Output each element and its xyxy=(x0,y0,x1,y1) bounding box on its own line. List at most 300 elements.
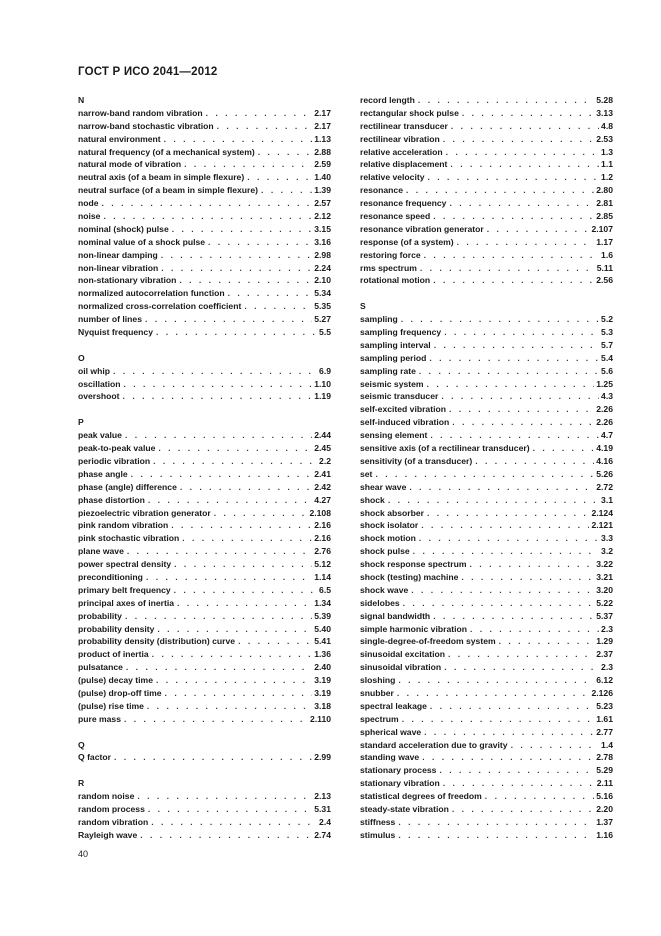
entry-reference: 2.2 xyxy=(319,455,331,466)
index-entry xyxy=(360,597,613,610)
entry-term: relative velocity xyxy=(360,172,425,183)
index-entry xyxy=(78,378,331,391)
dot-leader xyxy=(410,545,599,558)
index-entry xyxy=(78,610,331,623)
entry-term: peak-to-peak value xyxy=(78,443,156,454)
index-entry xyxy=(360,442,613,455)
dot-leader xyxy=(168,519,312,532)
entry-reference: 3.20 xyxy=(596,584,613,595)
entry-reference: 5.37 xyxy=(596,610,613,621)
index-entry xyxy=(78,326,331,339)
index-column-right xyxy=(360,94,613,842)
entry-term: shock pulse xyxy=(360,546,410,557)
entry-reference: 3.18 xyxy=(314,700,331,711)
entry-reference: 2.10 xyxy=(314,275,331,286)
dot-leader xyxy=(149,648,313,661)
entry-term: non-stationary vibration xyxy=(78,275,177,286)
dot-leader xyxy=(438,390,599,403)
dot-leader xyxy=(447,158,599,171)
entry-reference: 1.29 xyxy=(596,636,613,647)
entry-term: shock absorber xyxy=(360,507,424,518)
index-entry xyxy=(360,764,613,777)
index-entry xyxy=(360,545,613,558)
entry-term: neutral surface (of a beam in simple flexure) xyxy=(78,185,259,196)
entry-reference: 3.22 xyxy=(596,559,613,570)
dot-leader xyxy=(508,739,599,752)
entry-term: spectrum xyxy=(360,713,399,724)
entry-term: steady-state vibration xyxy=(360,803,449,814)
dot-leader xyxy=(395,829,594,842)
entry-reference: 3.13 xyxy=(596,107,613,118)
entry-term: rms spectrum xyxy=(360,262,417,273)
index-entry xyxy=(78,584,331,597)
dot-leader xyxy=(214,120,313,133)
index-entry xyxy=(360,210,613,223)
entry-reference: 6.5 xyxy=(319,584,331,595)
dot-leader xyxy=(415,94,594,107)
entry-reference: 2.121 xyxy=(591,520,613,531)
entry-term: resonance vibration generator xyxy=(360,223,484,234)
dot-leader xyxy=(128,468,313,481)
entry-reference: 5.40 xyxy=(314,623,331,634)
index-entry xyxy=(78,519,331,532)
entry-reference: 1.16 xyxy=(596,829,613,840)
index-entry xyxy=(360,184,613,197)
entry-reference: 2.77 xyxy=(596,726,613,737)
dot-leader xyxy=(174,597,312,610)
section-letter: R xyxy=(78,778,85,789)
entry-reference: 5.39 xyxy=(314,610,331,621)
entry-term: node xyxy=(78,198,99,209)
entry-reference: 1.39 xyxy=(314,185,331,196)
dot-leader xyxy=(122,429,312,442)
index-entry xyxy=(78,158,331,171)
entry-term: sinusoidal excitation xyxy=(360,649,446,660)
index-entry xyxy=(78,532,331,545)
entry-reference: 2.41 xyxy=(314,468,331,479)
entry-reference: 5.5 xyxy=(319,327,331,338)
entry-reference: 5.7 xyxy=(601,339,613,350)
entry-term: (pulse) drop-off time xyxy=(78,687,162,698)
entry-term: stimulus xyxy=(360,829,396,840)
section-letter: S xyxy=(360,301,366,312)
index-entry xyxy=(360,481,613,494)
entry-reference: 2.40 xyxy=(314,662,331,673)
entry-term: Q factor xyxy=(78,752,111,763)
entry-term: rotational motion xyxy=(360,275,431,286)
section-gap xyxy=(78,403,331,416)
dot-leader xyxy=(150,455,317,468)
index-entry xyxy=(78,274,331,287)
index-entry xyxy=(360,558,613,571)
dot-leader xyxy=(427,700,594,713)
index-entry xyxy=(360,352,613,365)
entry-term: sidelobes xyxy=(360,597,400,608)
entry-reference: 1.13 xyxy=(314,133,331,144)
dot-leader xyxy=(181,158,312,171)
index-entry xyxy=(78,107,331,120)
dot-leader xyxy=(458,571,594,584)
dot-leader xyxy=(176,274,312,287)
dot-leader xyxy=(171,584,317,597)
dot-leader xyxy=(441,326,599,339)
dot-leader xyxy=(403,184,594,197)
entry-term: noise xyxy=(78,211,101,222)
index-entry xyxy=(360,390,613,403)
index-entry xyxy=(78,803,331,816)
entry-reference: 1.2 xyxy=(601,172,613,183)
entry-term: single-degree-of-freedom system xyxy=(360,636,496,647)
entry-term: resonance frequency xyxy=(360,198,447,209)
section-gap xyxy=(78,764,331,777)
entry-reference: 1.3 xyxy=(601,146,613,157)
dot-leader xyxy=(177,481,312,494)
dot-leader xyxy=(430,610,594,623)
entry-reference: 2.126 xyxy=(591,687,613,698)
entry-reference: 6.12 xyxy=(596,675,613,686)
entry-reference: 2.13 xyxy=(314,791,331,802)
section-letter: P xyxy=(78,417,84,428)
index-entry xyxy=(360,94,613,107)
index-entry xyxy=(360,610,613,623)
dot-leader xyxy=(416,365,599,378)
index-entry xyxy=(78,816,331,829)
dot-leader xyxy=(394,687,590,700)
entry-reference: 2.17 xyxy=(314,120,331,131)
entry-term: primary belt frequency xyxy=(78,584,171,595)
dot-leader xyxy=(143,571,312,584)
entry-reference: 2.11 xyxy=(596,778,613,789)
dot-leader xyxy=(122,610,312,623)
dot-leader xyxy=(155,442,312,455)
index-entry xyxy=(78,545,331,558)
entry-reference: 5.3 xyxy=(601,327,613,338)
index-entry xyxy=(78,300,331,313)
entry-reference: 2.17 xyxy=(314,107,331,118)
entry-term: shock isolator xyxy=(360,520,419,531)
entry-term: standard acceleration due to gravity xyxy=(360,739,508,750)
index-entry xyxy=(78,223,331,236)
entry-term: self-induced vibration xyxy=(360,417,450,428)
dot-leader xyxy=(427,429,599,442)
dot-leader xyxy=(421,726,594,739)
dot-leader xyxy=(430,274,594,287)
entry-reference: 2.124 xyxy=(591,507,613,518)
section-letter: Q xyxy=(78,739,85,750)
index-entry xyxy=(360,223,613,236)
index-entry xyxy=(360,313,613,326)
index-entry xyxy=(78,133,331,146)
entry-reference: 5.6 xyxy=(601,365,613,376)
index-entry xyxy=(78,390,331,403)
entry-reference: 5.22 xyxy=(596,597,613,608)
dot-leader xyxy=(244,171,312,184)
index-entry xyxy=(78,687,331,700)
dot-leader xyxy=(145,494,312,507)
dot-leader xyxy=(419,751,594,764)
index-entry xyxy=(360,158,613,171)
index-entry xyxy=(78,481,331,494)
index-entry xyxy=(360,326,613,339)
entry-term: signal bandwidth xyxy=(360,610,431,621)
index-entry xyxy=(78,171,331,184)
entry-reference: 3.16 xyxy=(314,236,331,247)
index-entry xyxy=(360,120,613,133)
entry-reference: 2.3 xyxy=(601,662,613,673)
index-entry xyxy=(360,726,613,739)
entry-term: sensing element xyxy=(360,430,428,441)
entry-term: relative acceleration xyxy=(360,146,443,157)
dot-leader xyxy=(142,313,312,326)
entry-reference: 2.108 xyxy=(309,507,331,518)
entry-term: neutral axis (of a beam in simple flexure) xyxy=(78,172,245,183)
dot-leader xyxy=(158,249,313,262)
dot-leader xyxy=(137,829,312,842)
dot-leader xyxy=(154,623,312,636)
index-entry xyxy=(78,313,331,326)
index-entry xyxy=(360,751,613,764)
index-entry xyxy=(78,661,331,674)
entry-reference: 2.26 xyxy=(596,404,613,415)
dot-leader xyxy=(496,635,595,648)
index-entry xyxy=(360,236,613,249)
index-entry xyxy=(360,700,613,713)
dot-leader xyxy=(134,790,312,803)
entry-term: rectilinear transducer xyxy=(360,120,448,131)
entry-reference: 3.1 xyxy=(601,494,613,505)
index-entry xyxy=(78,829,331,842)
index-entry xyxy=(78,623,331,636)
entry-reference: 1.19 xyxy=(314,391,331,402)
entry-reference: 5.11 xyxy=(596,262,613,273)
dot-leader xyxy=(255,146,313,159)
dot-leader xyxy=(482,790,594,803)
entry-term: sinusoidal vibration xyxy=(360,662,442,673)
entry-reference: 2.44 xyxy=(314,430,331,441)
entry-reference: 2.3 xyxy=(601,623,613,634)
dot-leader xyxy=(530,442,595,455)
index-entry xyxy=(360,507,613,520)
entry-term: (pulse) decay time xyxy=(78,675,153,686)
index-entry xyxy=(360,829,613,842)
entry-reference: 1.36 xyxy=(314,649,331,660)
dot-leader xyxy=(169,223,313,236)
dot-leader xyxy=(211,507,308,520)
entry-term: peak value xyxy=(78,430,122,441)
entry-term: non-linear damping xyxy=(78,249,158,260)
dot-leader xyxy=(153,326,317,339)
entry-reference: 3.19 xyxy=(314,687,331,698)
dot-leader xyxy=(225,287,313,300)
index-entry xyxy=(360,468,613,481)
entry-term: seismic transducer xyxy=(360,391,439,402)
dot-leader xyxy=(153,674,312,687)
entry-reference: 1.61 xyxy=(596,713,613,724)
entry-term: probability density (distribution) curve xyxy=(78,636,236,647)
index-entry xyxy=(78,494,331,507)
entry-reference: 2.110 xyxy=(309,713,331,724)
entry-reference: 5.4 xyxy=(601,352,613,363)
entry-reference: 3.2 xyxy=(601,546,613,557)
dot-leader xyxy=(395,674,594,687)
dot-leader xyxy=(418,519,589,532)
dot-leader xyxy=(467,558,595,571)
index-entry xyxy=(360,635,613,648)
index-entry xyxy=(360,274,613,287)
index-entry xyxy=(78,146,331,159)
entry-term: nominal (shock) pulse xyxy=(78,223,169,234)
entry-term: rectangular shock pulse xyxy=(360,107,459,118)
entry-term: number of lines xyxy=(78,314,142,325)
entry-term: (pulse) rise time xyxy=(78,700,144,711)
index-entry xyxy=(360,519,613,532)
entry-reference: 5.35 xyxy=(314,301,331,312)
index-entry xyxy=(78,790,331,803)
entry-term: pure mass xyxy=(78,713,121,724)
index-entry xyxy=(78,648,331,661)
entry-reference: 2.12 xyxy=(314,211,331,222)
entry-term: pink random vibration xyxy=(78,520,169,531)
index-entry xyxy=(360,739,613,752)
entry-reference: 2.99 xyxy=(314,752,331,763)
index-entry xyxy=(360,803,613,816)
entry-term: preconditioning xyxy=(78,571,143,582)
dot-leader xyxy=(446,403,594,416)
dot-leader xyxy=(395,816,594,829)
index-entry xyxy=(78,365,331,378)
dot-leader xyxy=(385,494,599,507)
entry-term: phase distortion xyxy=(78,494,145,505)
entry-term: product of inertia xyxy=(78,649,149,660)
entry-term: narrow-band random vibration xyxy=(78,107,203,118)
index-entry xyxy=(360,584,613,597)
index-entry xyxy=(360,674,613,687)
entry-reference: 2.72 xyxy=(596,481,613,492)
entry-term: Nyquist frequency xyxy=(78,327,153,338)
entry-term: spectral leakage xyxy=(360,700,427,711)
dot-leader xyxy=(121,378,313,391)
entry-term: sampling rate xyxy=(360,365,416,376)
page-header: ГОСТ Р ИСО 2041—2012 xyxy=(78,66,218,78)
entry-reference: 2.74 xyxy=(314,829,331,840)
entry-reference: 2.76 xyxy=(314,546,331,557)
dot-leader xyxy=(417,262,595,275)
entry-term: relative displacement xyxy=(360,159,448,170)
dot-leader xyxy=(443,146,599,159)
entry-reference: 5.12 xyxy=(314,559,331,570)
entry-reference: 2.37 xyxy=(596,649,613,660)
entry-reference: 2.56 xyxy=(596,275,613,286)
entry-reference: 3.3 xyxy=(601,533,613,544)
entry-reference: 5.41 xyxy=(314,636,331,647)
dot-leader xyxy=(241,300,312,313)
entry-term: response (of a system) xyxy=(360,236,454,247)
index-entry xyxy=(78,236,331,249)
entry-term: plane wave xyxy=(78,546,124,557)
index-entry xyxy=(78,468,331,481)
index-entry xyxy=(78,674,331,687)
entry-term: random noise xyxy=(78,791,135,802)
entry-reference: 5.34 xyxy=(314,288,331,299)
entry-reference: 2.26 xyxy=(596,417,613,428)
index-entry xyxy=(78,713,331,726)
entry-reference: 5.23 xyxy=(596,700,613,711)
section-letter: N xyxy=(78,95,85,105)
index-entry xyxy=(78,751,331,764)
section-gap xyxy=(78,726,331,739)
dot-leader xyxy=(121,713,308,726)
index-entry xyxy=(360,623,613,636)
entry-reference: 2.24 xyxy=(314,262,331,273)
dot-leader xyxy=(120,390,313,403)
index-entry xyxy=(360,197,613,210)
index-entry xyxy=(360,262,613,275)
dot-leader xyxy=(398,313,599,326)
index-entry xyxy=(360,365,613,378)
dot-leader xyxy=(148,816,317,829)
index-entry xyxy=(360,571,613,584)
dot-leader xyxy=(111,751,312,764)
dot-leader xyxy=(100,210,312,223)
entry-reference: 2.107 xyxy=(591,223,613,234)
entry-term: pink stochastic vibration xyxy=(78,533,180,544)
entry-term: non-linear vibration xyxy=(78,262,159,273)
entry-term: natural frequency (of a mechanical system) xyxy=(78,146,255,157)
entry-reference: 5.29 xyxy=(596,765,613,776)
dot-leader xyxy=(203,107,313,120)
entry-reference: 3.19 xyxy=(314,675,331,686)
entry-term: phase angle xyxy=(78,468,128,479)
dot-leader xyxy=(425,171,600,184)
entry-term: nominal value of a shock pulse xyxy=(78,236,206,247)
dot-leader xyxy=(179,532,312,545)
index-entry xyxy=(78,429,331,442)
dot-leader xyxy=(445,648,594,661)
index-entry xyxy=(360,687,613,700)
entry-term: normalized cross-correlation coefficient xyxy=(78,301,242,312)
entry-reference: 5.28 xyxy=(596,95,613,105)
index-entry xyxy=(78,210,331,223)
entry-reference: 2.53 xyxy=(596,133,613,144)
entry-reference: 1.37 xyxy=(596,816,613,827)
entry-reference: 4.3 xyxy=(601,391,613,402)
index-entry xyxy=(78,507,331,520)
index-entry xyxy=(360,133,613,146)
entry-term: set xyxy=(360,468,373,479)
entry-reference: 5.26 xyxy=(596,468,613,479)
entry-term: piezoelectric vibration generator xyxy=(78,507,211,518)
dot-leader xyxy=(449,416,594,429)
entry-reference: 2.78 xyxy=(596,752,613,763)
entry-reference: 5.27 xyxy=(314,314,331,325)
entry-term: snubber xyxy=(360,687,394,698)
index-entry xyxy=(360,816,613,829)
entry-term: restoring force xyxy=(360,249,421,260)
entry-reference: 5.31 xyxy=(314,803,331,814)
index-entry xyxy=(78,558,331,571)
dot-leader xyxy=(416,532,599,545)
entry-reference: 1.4 xyxy=(601,739,613,750)
entry-reference: 1.1 xyxy=(601,159,613,170)
index-entry xyxy=(78,249,331,262)
entry-reference: 2.16 xyxy=(314,520,331,531)
entry-term: sampling interval xyxy=(360,339,431,350)
entry-reference: 6.9 xyxy=(319,365,331,376)
entry-term: pulsatance xyxy=(78,662,123,673)
dot-leader xyxy=(205,236,312,249)
entry-term: resonance speed xyxy=(360,211,431,222)
entry-reference: 2.45 xyxy=(314,443,331,454)
